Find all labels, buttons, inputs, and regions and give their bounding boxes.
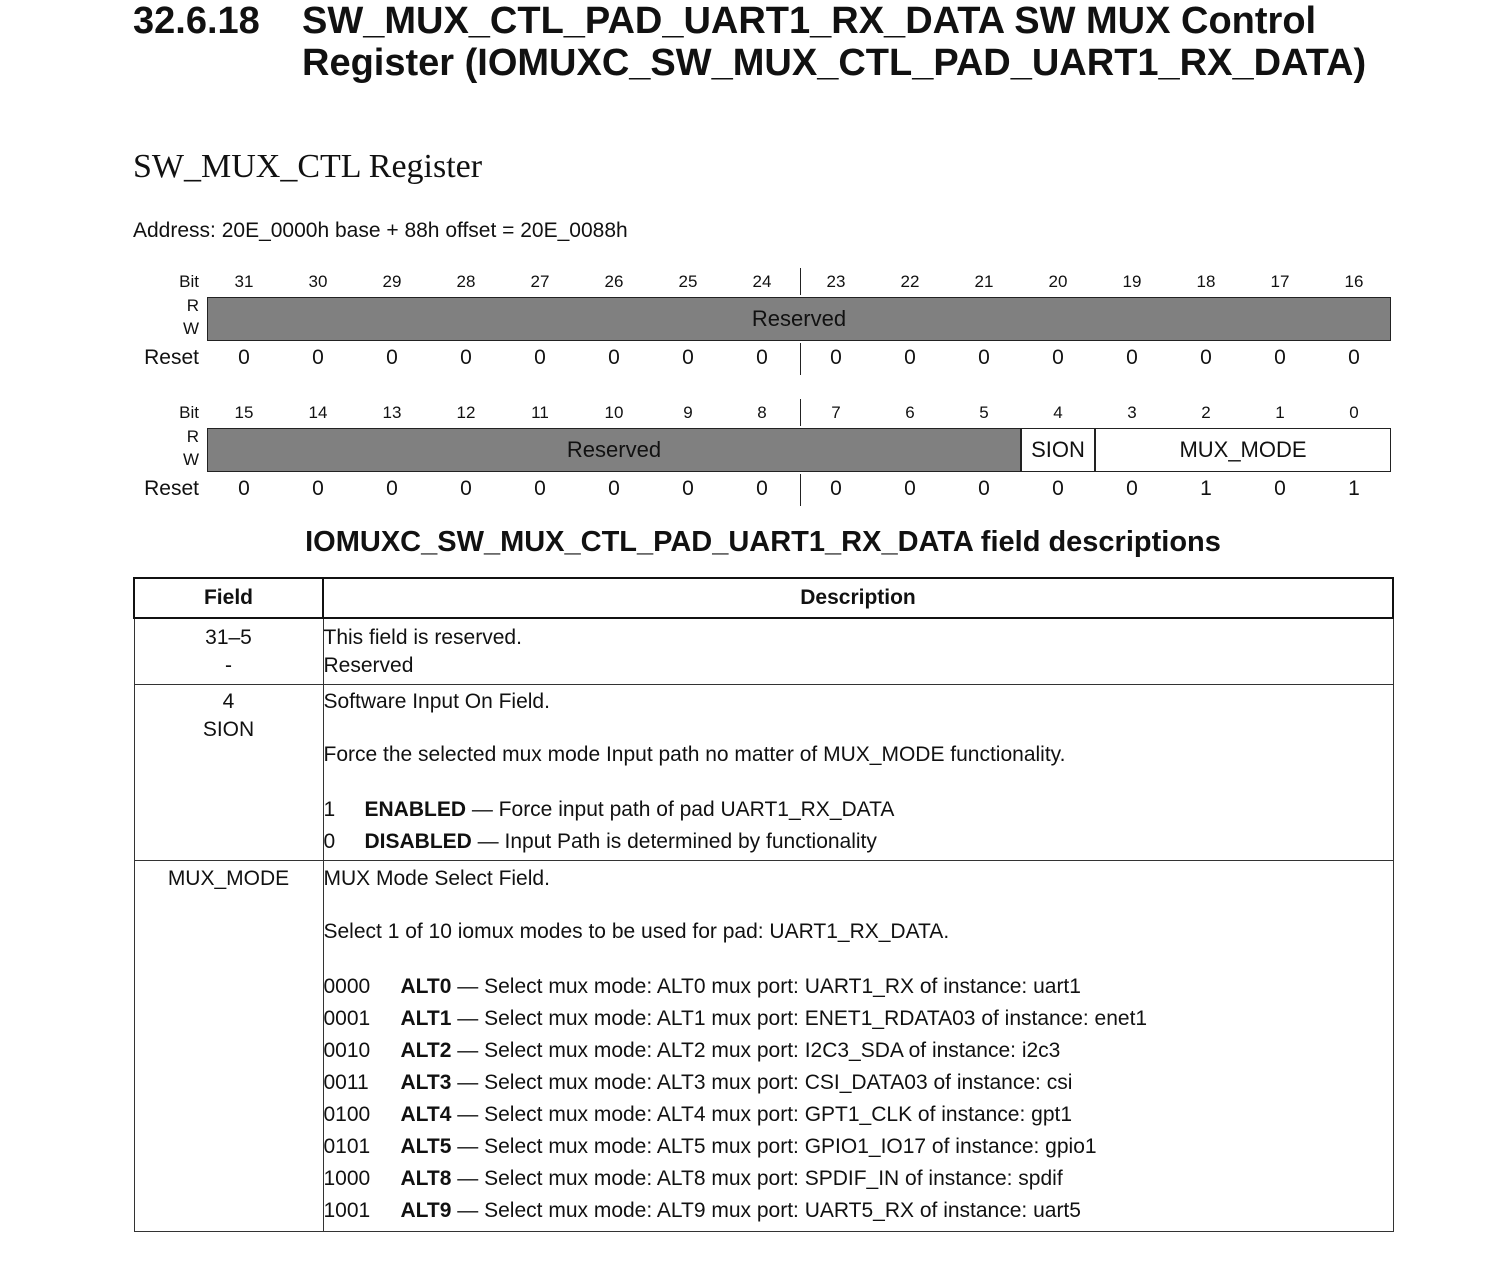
description-line: Force the selected mux mode Input path no matter of MUX_MODE functionality. <box>323 742 1066 766</box>
sion-value-row <box>324 794 1393 826</box>
bit-number: 8 <box>757 403 767 422</box>
bit-number: 25 <box>678 272 698 291</box>
write-row-label: W <box>182 450 199 469</box>
bit-number: 17 <box>1270 272 1290 291</box>
section-number: 32.6.18 <box>133 0 260 42</box>
reset-value: 0 <box>756 477 768 500</box>
field-cell <box>134 618 323 684</box>
bit-number: 10 <box>604 403 624 422</box>
reset-value: 0 <box>1274 346 1286 369</box>
reset-value: 0 <box>756 346 768 369</box>
value-code: 0011 <box>323 1070 369 1094</box>
field-descriptions-title: IOMUXC_SW_MUX_CTL_PAD_UART1_RX_DATA field descriptions <box>305 526 1221 558</box>
bit-number: 11 <box>531 403 549 422</box>
value-code: 1001 <box>323 1198 371 1222</box>
mux-mode-value-row <box>324 1035 1393 1067</box>
value-name: DISABLED <box>364 829 472 853</box>
bit-row-label: Bit <box>179 403 199 422</box>
field-sion: SION <box>1021 428 1095 472</box>
reset-value: 0 <box>460 346 472 369</box>
field-name: SION <box>202 717 255 741</box>
reset-value: 0 <box>312 346 324 369</box>
bit-number: 3 <box>1127 403 1137 422</box>
reset-value: 0 <box>1274 477 1286 500</box>
value-description: — Select mux mode: ALT5 mux port: GPIO1_IO17 of instance: gpio1 <box>451 1134 1097 1158</box>
bit-number: 16 <box>1344 272 1364 291</box>
field-name: MUX_MODE <box>167 866 290 890</box>
value-description: — Force input path of pad UART1_RX_DATA <box>466 797 895 821</box>
value-code: 1000 <box>323 1166 371 1190</box>
value-name: ALT2 <box>400 1038 452 1062</box>
value-name: ALT4 <box>400 1102 452 1126</box>
value-name: ALT0 <box>400 974 452 998</box>
bit-number: 26 <box>604 272 624 291</box>
register-diagram-upper <box>133 268 1395 378</box>
reset-value: 0 <box>830 346 842 369</box>
bit-number: 24 <box>752 272 772 291</box>
value-name: ENABLED <box>364 797 467 821</box>
reset-value: 0 <box>1052 346 1064 369</box>
reserved-field: Reserved <box>207 428 1021 472</box>
value-name: ALT8 <box>400 1166 452 1190</box>
field-cell <box>134 684 323 860</box>
reset-value: 1 <box>1348 477 1360 500</box>
value-code: 0010 <box>323 1038 371 1062</box>
value-code: 0000 <box>323 974 371 998</box>
reset-value: 0 <box>534 346 546 369</box>
table-row-reserved <box>134 618 1393 684</box>
field-descriptions-table <box>133 577 1394 1232</box>
value-code: 0001 <box>323 1006 371 1030</box>
bit-number: 14 <box>308 403 328 422</box>
reset-value: 0 <box>608 346 620 369</box>
mux-mode-value-row <box>324 1003 1393 1035</box>
mux-mode-value-row <box>324 1067 1393 1099</box>
reset-value: 0 <box>460 477 472 500</box>
mux-mode-value-list <box>324 971 1393 1227</box>
mux-mode-value-row <box>324 1195 1393 1227</box>
table-row-sion <box>134 684 1393 860</box>
bit-number: 27 <box>530 272 550 291</box>
bit-number: 29 <box>382 272 402 291</box>
bit-number: 4 <box>1053 403 1063 422</box>
value-name: ALT3 <box>400 1070 452 1094</box>
reset-value: 0 <box>386 346 398 369</box>
bit-number: 18 <box>1196 272 1216 291</box>
reset-value: 0 <box>238 477 250 500</box>
table-row-mux-mode <box>134 860 1393 1231</box>
reset-value: 0 <box>238 346 250 369</box>
value-description: — Select mux mode: ALT1 mux port: ENET1_RDATA03 of instance: enet1 <box>451 1006 1148 1030</box>
value-code: 0101 <box>323 1134 371 1158</box>
value-code: 0 <box>323 829 336 853</box>
field-cell <box>134 860 323 1231</box>
bit-number: 2 <box>1201 403 1211 422</box>
bit-number: 31 <box>234 272 254 291</box>
table-header-row <box>134 578 1393 618</box>
reset-value: 0 <box>978 477 990 500</box>
value-description: — Select mux mode: ALT9 mux port: UART5_RX of instance: uart5 <box>451 1198 1081 1222</box>
write-row-label: W <box>182 319 199 338</box>
description-cell <box>323 684 1393 860</box>
field-bits: 31–5 <box>205 626 252 649</box>
field-name: - <box>225 654 232 677</box>
reset-row-label: Reset <box>144 346 199 369</box>
half-divider <box>800 474 801 506</box>
reset-value: 0 <box>830 477 842 500</box>
reset-value: 0 <box>312 477 324 500</box>
mux-mode-value-row <box>324 1099 1393 1131</box>
half-divider <box>800 399 801 426</box>
bit-number: 19 <box>1122 272 1142 291</box>
value-name: ALT1 <box>400 1006 452 1030</box>
value-description: — Select mux mode: ALT3 mux port: CSI_DATA03 of instance: csi <box>451 1070 1073 1094</box>
reset-value: 0 <box>1126 346 1138 369</box>
sion-value-row <box>324 826 1393 858</box>
bit-number: 15 <box>234 403 254 422</box>
register-address: Address: 20E_0000h base + 88h offset = 20E_0088h <box>133 219 628 242</box>
bit-number: 23 <box>826 272 846 291</box>
bit-number: 5 <box>979 403 989 422</box>
bit-number: 28 <box>456 272 476 291</box>
section-title: SW_MUX_CTL_PAD_UART1_RX_DATA SW MUX Control Register (IOMUXC_SW_MUX_CTL_PAD_UART1_RX_DATA) <box>302 0 1367 84</box>
bit-number: 22 <box>900 272 920 291</box>
value-description: — Select mux mode: ALT2 mux port: I2C3_SDA of instance: i2c3 <box>451 1038 1061 1062</box>
bit-number: 20 <box>1048 272 1068 291</box>
description-line: Software Input On Field. <box>323 689 550 713</box>
sion-value-list <box>324 794 1393 858</box>
description-cell <box>323 860 1393 1231</box>
description-line: MUX Mode Select Field. <box>323 866 550 890</box>
bit-number: 21 <box>974 272 994 291</box>
field-mux-mode: MUX_MODE <box>1095 428 1391 472</box>
reset-value: 0 <box>978 346 990 369</box>
description-line: Select 1 of 10 iomux modes to be used for pad: UART1_RX_DATA. <box>323 919 950 943</box>
field-bits: 4 <box>222 689 235 713</box>
reset-value: 0 <box>608 477 620 500</box>
bit-number: 0 <box>1349 403 1359 422</box>
half-divider <box>800 268 801 295</box>
bit-row-label: Bit <box>179 272 199 291</box>
mux-mode-value-row <box>324 1163 1393 1195</box>
description-column-header: Description <box>323 578 1393 618</box>
register-subtitle: SW_MUX_CTL Register <box>133 148 483 185</box>
bit-number: 30 <box>308 272 328 291</box>
reset-value: 0 <box>682 477 694 500</box>
bit-number: 12 <box>456 403 476 422</box>
value-description: — Select mux mode: ALT4 mux port: GPT1_CLK of instance: gpt1 <box>451 1102 1073 1126</box>
field-column-header: Field <box>134 578 323 618</box>
description-line: This field is reserved. <box>323 626 522 649</box>
half-divider <box>800 343 801 375</box>
reset-value: 0 <box>682 346 694 369</box>
bit-number: 9 <box>683 403 693 422</box>
value-name: ALT5 <box>400 1134 452 1158</box>
value-name: ALT9 <box>400 1198 452 1222</box>
reset-value: 0 <box>904 477 916 500</box>
bit-number: 6 <box>905 403 915 422</box>
description-cell <box>323 618 1393 684</box>
reset-value: 0 <box>1126 477 1138 500</box>
value-code: 1 <box>323 797 336 821</box>
mux-mode-value-row <box>324 971 1393 1003</box>
reset-value: 1 <box>1200 477 1212 500</box>
read-row-label: R <box>186 427 199 446</box>
value-description: — Select mux mode: ALT0 mux port: UART1_RX of instance: uart1 <box>451 974 1081 998</box>
reset-value: 0 <box>904 346 916 369</box>
value-description: — Input Path is determined by functionality <box>471 829 877 853</box>
value-description: — Select mux mode: ALT8 mux port: SPDIF_IN of instance: spdif <box>451 1166 1063 1190</box>
register-diagram-lower <box>133 399 1395 509</box>
reset-value: 0 <box>1052 477 1064 500</box>
value-code: 0100 <box>323 1102 371 1126</box>
read-row-label: R <box>186 296 199 315</box>
bit-number: 13 <box>382 403 402 422</box>
reserved-field: Reserved <box>207 297 1391 341</box>
mux-mode-value-row <box>324 1131 1393 1163</box>
reset-value: 0 <box>386 477 398 500</box>
reset-value: 0 <box>534 477 546 500</box>
description-line: Reserved <box>323 654 414 677</box>
reset-row-label: Reset <box>144 477 199 500</box>
reset-value: 0 <box>1200 346 1212 369</box>
reset-value: 0 <box>1348 346 1360 369</box>
bit-number: 1 <box>1275 403 1285 422</box>
bit-number: 7 <box>831 403 841 422</box>
